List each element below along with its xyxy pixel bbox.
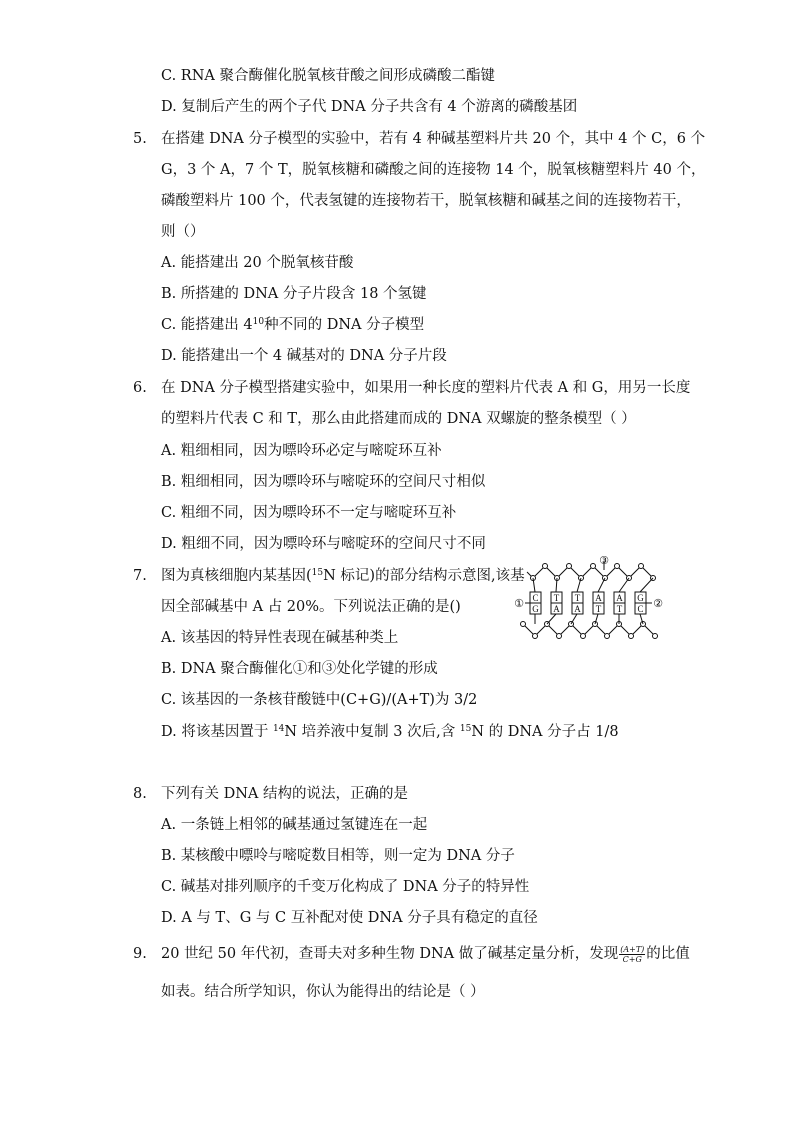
q7-option-c: C. 该基因的一条核苷酸链中(C+G)/(A+T)为 3/2 [161, 692, 478, 708]
q8-option-a: A. 一条链上相邻的碱基通过氢键连在一起 [161, 817, 428, 833]
q9-stem-pre: 20 世纪 50 年代初，查哥夫对多种生物 DNA 做了碱基定量分析，发现 [161, 946, 619, 962]
prev-option-c: C. RNA 聚合酶催化脱氧核苷酸之间形成磷酸二酯键 [161, 68, 495, 84]
q6-option-a: A. 粗细相同，因为嘌呤环必定与嘧啶环互补 [161, 443, 442, 459]
q7-stem-isotope: 15 [311, 568, 324, 578]
q9-number: 9. [133, 946, 147, 962]
q8-option-b: B. 某核酸中嘌呤与嘧啶数目相等，则一定为 DNA 分子 [161, 848, 515, 864]
bottom-base-1: G [532, 604, 539, 614]
marker-3: ③ [599, 556, 609, 567]
q9-stem-line-1 [161, 944, 690, 964]
q7-stem-line-1 [161, 566, 525, 586]
q7-stem-line-2: 因全部碱基中 A 占 20%。下列说法正确的是() [161, 599, 461, 615]
top-base-4: A [595, 593, 602, 603]
marker-2: ② [653, 597, 663, 610]
q5-number: 5. [133, 131, 147, 147]
q7-stem-post: N 标记)的部分结构示意图,该基 [323, 568, 525, 584]
q5-option-b: B. 所搭建的 DNA 分子片段含 18 个氢键 [161, 286, 427, 302]
q5-stem-line-2: G，3 个 A，7 个 T，脱氧核糖和磷酸之间的连接物 14 个，脱氧核糖塑料片 40 个， [161, 162, 706, 178]
q5-option-c-pre: C. 能搭建出 4 [161, 317, 253, 333]
q8-option-d: D. A 与 T、G 与 C 互补配对使 DNA 分子具有稳定的直径 [161, 910, 538, 926]
q7-option-d-isotope-14: 14 [272, 724, 285, 734]
q6-stem-line-2: 的塑料片代表 C 和 T，那么由此搭建而成的 DNA 双螺旋的整条模型（ ） [161, 411, 636, 427]
q5-option-d: D. 能搭建出一个 4 碱基对的 DNA 分子片段 [161, 348, 447, 364]
q7-option-d-isotope-15: 15 [459, 724, 472, 734]
bottom-base-2: A [553, 604, 560, 614]
q8-option-c: C. 碱基对排列顺序的千变万化构成了 DNA 分子的特异性 [161, 879, 530, 895]
q6-option-b: B. 粗细相同，因为嘌呤环与嘧啶环的空间尺寸相似 [161, 474, 486, 490]
bottom-base-6: C [637, 604, 644, 614]
backbone-bottom [523, 624, 655, 636]
backbone-top-nodes [531, 564, 656, 581]
bottom-base-5: T [616, 604, 623, 614]
q7-stem-pre: 图为真核细胞内某基因( [161, 568, 312, 584]
q7-number: 7. [133, 568, 147, 584]
q7-option-a: A. 该基因的特异性表现在碱基种类上 [161, 630, 399, 646]
q9-stem-line-2: 如表。结合所学知识，你认为能得出的结论是（ ） [161, 984, 485, 1000]
q8-stem: 下列有关 DNA 结构的说法，正确的是 [161, 786, 409, 802]
q5-option-c [161, 315, 424, 335]
bottom-base-3: A [574, 604, 581, 614]
top-base-5: A [616, 593, 623, 603]
q9-fraction-numerator: (A+T) [620, 944, 645, 954]
top-base-6: G [637, 593, 644, 603]
q5-stem-line-4: 则（） [161, 224, 205, 240]
q7-option-d-pre: D. 将该基因置于 [161, 724, 273, 740]
q5-stem-line-1: 在搭建 DNA 分子模型的实验中，若有 4 种碱基塑料片共 20 个，其中 4 个 C，6 个 [161, 131, 706, 147]
q6-stem-line-1: 在 DNA 分子模型搭建实验中，如果用一种长度的塑料片代表 A 和 G，用另一长度 [161, 380, 691, 396]
top-base-3: T [574, 593, 581, 603]
q6-option-d: D. 粗细不同，因为嘌呤环与嘧啶环的空间尺寸不同 [161, 536, 486, 552]
q8-number: 8. [133, 786, 147, 802]
marker-1: ① [514, 597, 524, 610]
q6-number: 6. [133, 380, 147, 396]
q5-option-a: A. 能搭建出 20 个脱氧核苷酸 [161, 255, 354, 271]
prev-option-d: D. 复制后产生的两个子代 DNA 分子共含有 4 个游离的磷酸基团 [161, 99, 578, 115]
q5-option-c-exponent: 10 [252, 317, 265, 327]
base-pairs [530, 578, 653, 624]
q9-stem-post: 的比值 [646, 946, 690, 962]
q7-option-d-mid: N 培养液中复制 3 次后,含 [284, 724, 460, 740]
q5-option-c-post: 种不同的 DNA 分子模型 [264, 317, 425, 333]
dna-structure-diagram [513, 556, 663, 646]
q7-option-b: B. DNA 聚合酶催化①和③处化学键的形成 [161, 661, 438, 677]
q7-option-d [161, 722, 619, 742]
q5-stem-line-3: 磷酸塑料片 100 个，代表氢键的连接物若干，脱氧核糖和碱基之间的连接物若干， [161, 193, 691, 209]
bottom-base-4: T [595, 604, 602, 614]
q6-option-c: C. 粗细不同，因为嘌呤环不一定与嘧啶环互补 [161, 505, 457, 521]
top-base-2: T [553, 593, 560, 603]
q9-fraction-denominator: C+G [622, 954, 642, 964]
q7-option-d-post: N 的 DNA 分子占 1/8 [471, 724, 619, 740]
top-base-1: C [532, 593, 539, 603]
q9-ratio-fraction [619, 945, 645, 964]
